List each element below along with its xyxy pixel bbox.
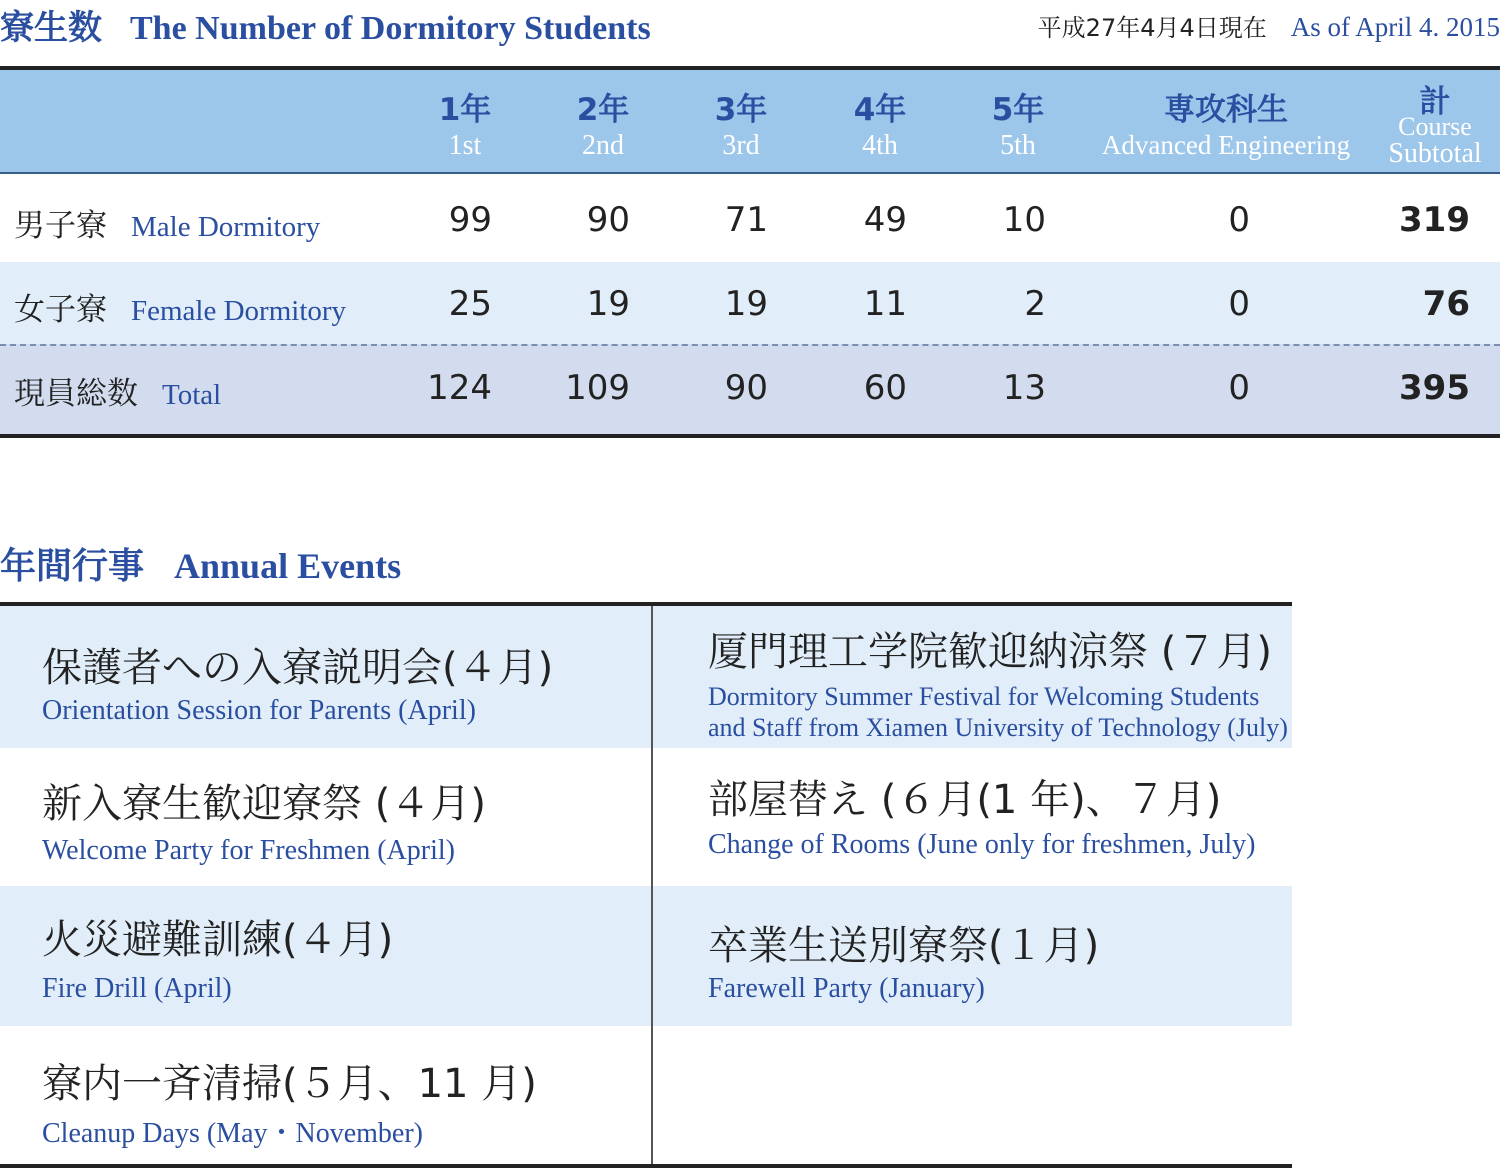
column-header-jp: 1年: [438, 92, 492, 128]
event-title-jp: 新入寮生歓迎寮祭 (４月): [42, 781, 486, 827]
events-bottom-rule: [0, 1164, 1292, 1168]
event-item: [42, 1052, 537, 1151]
row-label-jp: 男子寮: [14, 208, 107, 244]
row-label-jp: 現員総数: [14, 376, 138, 412]
cell-value: 90: [724, 368, 768, 408]
row-label: [14, 200, 320, 245]
cell-value: 2: [1024, 284, 1046, 324]
event-title-jp: 部屋替え (６月(1 年)、７月): [708, 777, 1222, 823]
cell-value: 124: [427, 368, 492, 408]
event-item: [42, 636, 553, 727]
column-header-5th: [963, 70, 1073, 172]
column-header-en: 5th: [1000, 130, 1036, 161]
event-title-en: Farewell Party (January): [708, 973, 985, 1004]
cell-value: 13: [1002, 368, 1046, 408]
column-header-en: Course: [1398, 112, 1472, 141]
event-title-jp: 厦門理工学院歓迎納涼祭 (７月): [708, 629, 1272, 675]
event-title-jp: 寮内一斉清掃(５月、11 月): [42, 1061, 537, 1107]
event-title-en: and Staff from Xiamen University of Technology (July): [708, 713, 1288, 742]
cell-value: 99: [448, 200, 492, 240]
row-label-en: Total: [162, 379, 222, 411]
event-title-jp: 火災避難訓練(４月): [42, 917, 394, 963]
table-header: [0, 70, 1500, 174]
events-title-en: Annual Events: [174, 546, 402, 586]
column-header-jp: 5年: [991, 92, 1045, 128]
dormitory-title-jp: 寮生数: [0, 8, 102, 48]
column-header-advanced: [1092, 70, 1360, 172]
event-title-en: Fire Drill (April): [42, 973, 232, 1004]
as-of-date-jp: 平成27年4月4日現在: [1037, 14, 1267, 42]
column-header-2nd: [548, 70, 658, 172]
cell-total: 319: [1399, 200, 1470, 240]
column-header-jp: 2年: [576, 92, 630, 128]
events-top-rule: [0, 602, 1292, 606]
column-header-jp: 専攻科生: [1164, 92, 1288, 128]
event-item: [42, 908, 393, 1005]
cell-value: 109: [565, 368, 630, 408]
column-header-en: 1st: [448, 130, 482, 161]
cell-total: 395: [1399, 368, 1470, 408]
column-header-jp: 3年: [714, 92, 768, 128]
event-title-en: Change of Rooms (June only for freshmen, July): [708, 829, 1256, 860]
column-header-4th: [825, 70, 935, 172]
column-header-jp: 4年: [853, 92, 907, 128]
event-item: [42, 772, 486, 867]
row-label-jp: 女子寮: [14, 292, 107, 328]
column-header-en: Advanced Engineering: [1101, 130, 1351, 160]
cell-value: 0: [1228, 368, 1250, 408]
column-header-en: 3rd: [722, 130, 760, 161]
event-item: [708, 768, 1255, 861]
row-label-en: Female Dormitory: [131, 295, 347, 327]
cell-value: 90: [586, 200, 630, 240]
cell-value: 49: [863, 200, 907, 240]
table-row-female: [0, 262, 1500, 344]
column-header-en: Subtotal: [1388, 138, 1482, 169]
cell-value: 71: [724, 200, 768, 240]
table-row-total: [0, 344, 1500, 438]
cell-value: 25: [448, 284, 492, 324]
event-title-en: Welcome Party for Freshmen (April): [42, 835, 455, 866]
row-label: [14, 284, 346, 329]
column-header-3rd: [686, 70, 796, 172]
dormitory-section-title: [0, 0, 651, 48]
as-of-date: [1038, 8, 1500, 43]
events-section-title: [0, 538, 401, 589]
event-item: [708, 914, 1099, 1005]
as-of-date-en: As of April 4. 2015: [1290, 12, 1500, 42]
dormitory-table: [0, 66, 1500, 412]
column-divider: [651, 606, 653, 1164]
cell-value: 19: [724, 284, 768, 324]
row-label: [14, 368, 221, 413]
cell-value: 11: [863, 284, 907, 324]
event-title-jp: 卒業生送別寮祭(１月): [708, 923, 1100, 969]
event-title-en: Orientation Session for Parents (April): [42, 695, 476, 726]
cell-value: 60: [863, 368, 907, 408]
cell-value: 10: [1002, 200, 1046, 240]
cell-value: 0: [1228, 200, 1250, 240]
cell-total: 76: [1422, 284, 1470, 324]
column-header-1st: [410, 70, 520, 172]
column-header-jp: 計: [1419, 84, 1451, 120]
event-item: [708, 620, 1288, 743]
column-header-total: [1370, 70, 1500, 172]
event-title-jp: 保護者への入寮説明会(４月): [42, 645, 554, 691]
event-title-en: Dormitory Summer Festival for Welcoming Students: [708, 682, 1260, 711]
column-header-en: 4th: [862, 130, 898, 161]
events-title-jp: 年間行事: [0, 546, 145, 587]
cell-value: 19: [586, 284, 630, 324]
dormitory-title-en: The Number of Dormitory Students: [130, 10, 651, 47]
table-row-male: [0, 174, 1500, 262]
row-label-en: Male Dormitory: [131, 211, 321, 243]
events-table: [0, 602, 1292, 1168]
event-title-en: Cleanup Days (May・November): [42, 1118, 424, 1149]
column-header-en: 2nd: [582, 130, 624, 161]
cell-value: 0: [1228, 284, 1250, 324]
